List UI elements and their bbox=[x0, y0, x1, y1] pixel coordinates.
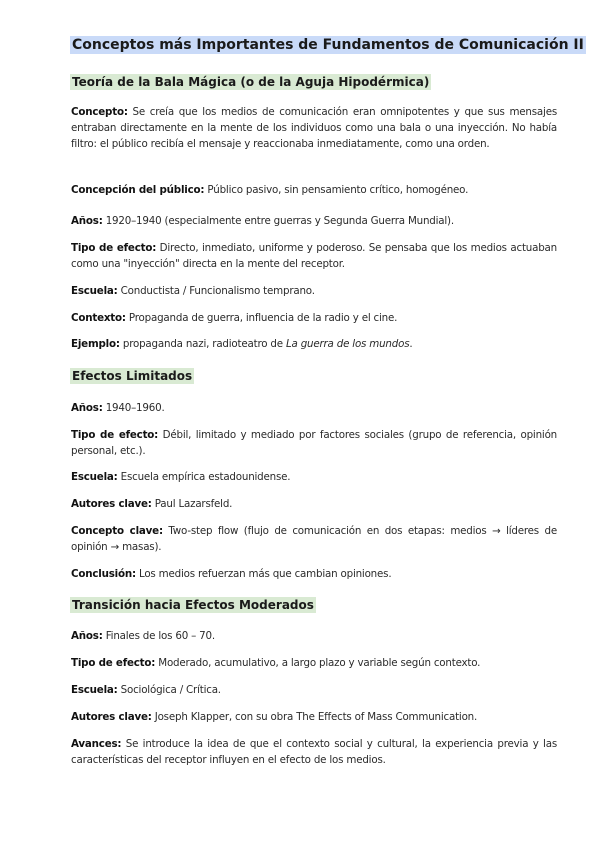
paragraph-anos: Años: 1920–1940 (especialmente entre guerras y Segunda Guerra Mundial). bbox=[71, 215, 454, 227]
section-heading-bala-magica: Teoría de la Bala Mágica (o de la Aguja Hipodérmica) bbox=[72, 75, 430, 89]
paragraph-tipo-efecto: Tipo de efecto: Débil, limitado y mediado por factores sociales (grupo de referencia, opinión personal, etc.). bbox=[71, 429, 558, 457]
document-title: Conceptos más Importantes de Fundamentos de Comunicación II bbox=[72, 37, 584, 53]
paragraph-escuela: Escuela: Conductista / Funcionalismo temprano. bbox=[71, 285, 315, 297]
paragraph-contexto: Contexto: Propaganda de guerra, influencia de la radio y el cine. bbox=[71, 312, 398, 324]
paragraph-concepcion-publico: Concepción del público: Público pasivo, sin pensamiento crítico, homogéneo. bbox=[71, 184, 469, 196]
paragraph-tipo-efecto: Tipo de efecto: Moderado, acumulativo, a largo plazo y variable según contexto. bbox=[71, 657, 481, 669]
paragraph-autores-clave: Autores clave: Paul Lazarsfeld. bbox=[71, 498, 233, 510]
paragraph-ejemplo: Ejemplo: propaganda nazi, radioteatro de La guerra de los mundos. bbox=[71, 338, 413, 350]
section-heading-efectos-limitados: Efectos Limitados bbox=[72, 369, 193, 383]
paragraph-tipo-efecto: Tipo de efecto: Directo, inmediato, uniforme y poderoso. Se pensaba que los medios actuaban como una "inyección" directa en la mente del receptor. bbox=[71, 242, 557, 270]
paragraph-anos: Años: Finales de los 60 – 70. bbox=[71, 630, 215, 642]
paragraph-escuela: Escuela: Sociológica / Crítica. bbox=[71, 684, 221, 696]
paragraph-concepto: Concepto: Se creía que los medios de comunicación eran omnipotentes y que sus mensajes entraban directamente en la mente de los individuos como una bala o una inyección. No había filtro: el público recibía el mensaje y reaccionaba inmediatamente, como una orden. bbox=[71, 106, 557, 150]
section-heading-efectos-moderados: Transición hacia Efectos Moderados bbox=[72, 598, 314, 612]
paragraph-escuela: Escuela: Escuela empírica estadounidense. bbox=[71, 471, 291, 483]
paragraph-concepto-clave: Concepto clave: Two-step flow (flujo de comunicación en dos etapas: medios → líderes de opinión → masas). bbox=[71, 525, 557, 553]
paragraph-autores-clave: Autores clave: Joseph Klapper, con su obra The Effects of Mass Communication. bbox=[71, 711, 478, 723]
paragraph-conclusion: Conclusión: Los medios refuerzan más que cambian opiniones. bbox=[71, 568, 392, 580]
paragraph-anos: Años: 1940–1960. bbox=[71, 402, 165, 414]
paragraph-avances: Avances: Se introduce la idea de que el contexto social y cultural, la experiencia previa y las características del receptor influyen en el efecto de los medios. bbox=[71, 738, 557, 766]
